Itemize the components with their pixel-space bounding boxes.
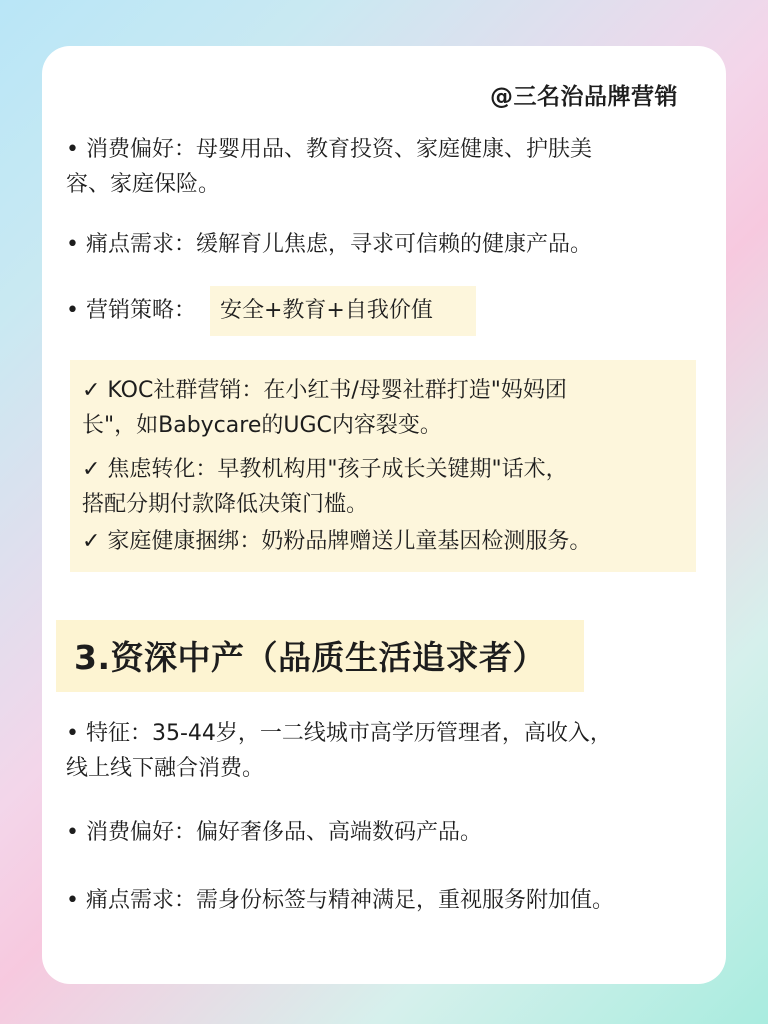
tactic-line: ✓ 家庭健康捆绑：奶粉品牌赠送儿童基因检测服务。 — [82, 529, 592, 554]
tactic-line: ✓ 焦虑转化：早教机构用"孩子成长关键期"话术， — [82, 457, 568, 482]
tactics-box — [70, 360, 696, 572]
features-line-2: 线上线下融合消费。 — [66, 756, 265, 781]
consumer-preference-line-1: • 消费偏好：母婴用品、教育投资、家庭健康、护肤美 — [66, 137, 592, 162]
section-heading-text: 3.资深中产（品质生活追求者） — [74, 638, 546, 677]
pain-points-text: • 痛点需求：缓解育儿焦虑，寻求可信赖的健康产品。 — [66, 232, 592, 257]
strategy-value: 安全+教育+自我价值 — [220, 298, 433, 323]
brand-watermark: @三名治品牌营销 — [490, 84, 678, 110]
tactic-line: 长"，如Babycare的UGC内容裂变。 — [82, 413, 442, 438]
consumer-preference-line-2: 容、家庭保险。 — [66, 172, 221, 197]
pain-points-text: • 痛点需求：需身份标签与精神满足，重视服务附加值。 — [66, 888, 614, 913]
strategy-label: • 营销策略： — [66, 298, 196, 323]
tactic-line: ✓ KOC社群营销：在小红书/母婴社群打造"妈妈团 — [82, 378, 567, 403]
strategy-highlight — [210, 286, 476, 336]
section-heading — [56, 620, 584, 692]
consumer-preference-text: • 消费偏好：偏好奢侈品、高端数码产品。 — [66, 820, 482, 845]
features-line-1: • 特征：35-44岁，一二线城市高学历管理者，高收入， — [66, 721, 612, 746]
tactic-line: 搭配分期付款降低决策门槛。 — [82, 492, 369, 517]
